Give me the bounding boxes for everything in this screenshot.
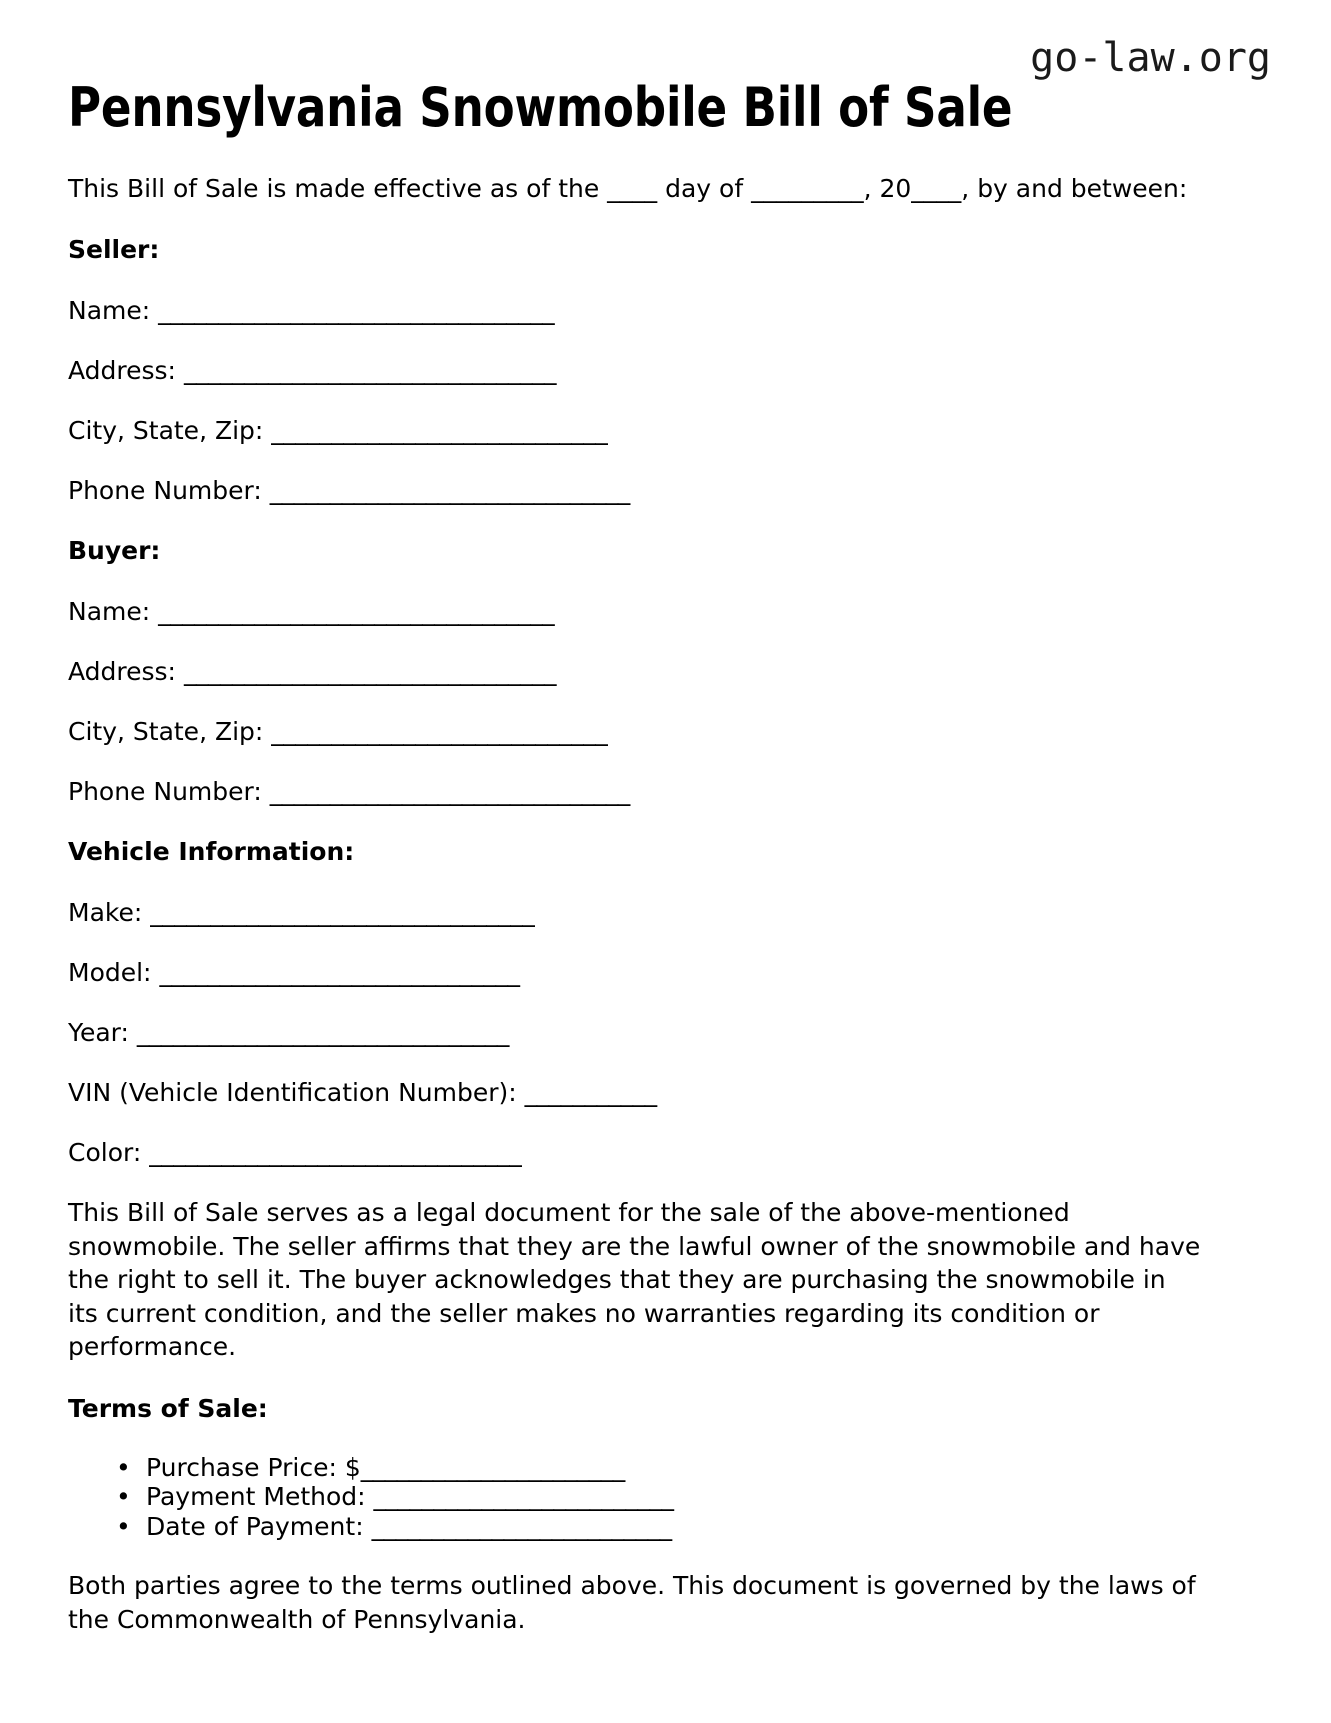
seller-name-field: [68, 294, 1203, 327]
fill-line[interactable]: _________________________: [373, 1482, 674, 1512]
field-label: Make:: [68, 898, 143, 928]
terms-section-heading: Terms of Sale:: [68, 1393, 268, 1423]
fill-line[interactable]: ______________________________: [159, 958, 520, 988]
vehicle-model-field: [68, 956, 1203, 989]
field-label: City, State, Zip:: [68, 416, 264, 446]
seller-address-field: [68, 354, 1203, 387]
fill-line[interactable]: ______________________________: [269, 476, 630, 506]
vehicle-vin-field: [68, 1076, 1203, 1109]
legal-paragraph: This Bill of Sale serves as a legal document for the sale of the above-mentioned snowmobile. The seller affirms that they are the lawful owner of the snowmobile and have the right to sell it. The buyer acknowledges that they are purchasing the snowmobile in its current condition, and the seller makes no warranties regarding its condition or performance.: [68, 1198, 1201, 1362]
term-label: Payment Method:: [146, 1482, 374, 1512]
field-label: Model:: [68, 958, 152, 988]
field-label: Address:: [68, 657, 176, 687]
term-label: Date of Payment:: [146, 1511, 372, 1541]
seller-city-state-zip-field: [68, 414, 1203, 447]
fill-line[interactable]: ________________________________: [150, 898, 535, 928]
field-label: Phone Number:: [68, 777, 262, 807]
field-label: City, State, Zip:: [68, 717, 264, 747]
field-label: Color:: [68, 1138, 142, 1168]
seller-phone-field: [68, 474, 1203, 507]
fill-line[interactable]: ____________________________: [271, 717, 608, 747]
list-item: [146, 1453, 1203, 1483]
field-label: Name:: [68, 597, 151, 627]
site-logo: go-law.org: [1030, 35, 1271, 81]
seller-section-heading: Seller:: [68, 235, 160, 265]
buyer-name-field: [68, 595, 1203, 628]
fill-line[interactable]: _______________________________: [136, 1018, 509, 1048]
fill-line[interactable]: ___________: [524, 1078, 657, 1108]
buyer-section-heading: Buyer:: [68, 536, 161, 566]
buyer-city-state-zip-field: [68, 715, 1203, 748]
field-label: VIN (Vehicle Identification Number):: [68, 1078, 517, 1108]
vehicle-section-heading: Vehicle Information:: [68, 837, 355, 867]
fill-line[interactable]: ______________________________: [269, 777, 630, 807]
field-label: Address:: [68, 356, 176, 386]
buyer-address-field: [68, 655, 1203, 688]
buyer-phone-field: [68, 775, 1203, 808]
page-title: Pennsylvania Snowmobile Bill of Sale: [68, 76, 1013, 139]
vehicle-color-field: [68, 1136, 1203, 1169]
vehicle-year-field: [68, 1016, 1203, 1049]
fill-line[interactable]: _______________________________: [183, 356, 556, 386]
effective-date-paragraph: This Bill of Sale is made effective as of the ____ day of _________, 20____, by and between:: [68, 174, 1188, 204]
fill-line[interactable]: ______________________: [360, 1452, 625, 1482]
terms-list: [68, 1453, 1203, 1542]
vehicle-make-field: [68, 896, 1203, 929]
fill-line[interactable]: _________________________________: [158, 597, 555, 627]
fill-line[interactable]: ____________________________: [271, 416, 608, 446]
closing-paragraph: Both parties agree to the terms outlined above. This document is governed by the laws of the Commonwealth of Pennsylvania.: [68, 1571, 1196, 1634]
fill-line[interactable]: _________________________: [371, 1511, 672, 1541]
term-label: Purchase Price: $: [146, 1452, 361, 1482]
field-label: Phone Number:: [68, 476, 262, 506]
fill-line[interactable]: _______________________________: [149, 1138, 522, 1168]
field-label: Year:: [68, 1018, 129, 1048]
fill-line[interactable]: _______________________________: [183, 657, 556, 687]
document-body: [68, 78, 1203, 1636]
list-item: [146, 1482, 1203, 1512]
field-label: Name:: [68, 296, 151, 326]
list-item: [146, 1512, 1203, 1542]
fill-line[interactable]: _________________________________: [158, 296, 555, 326]
